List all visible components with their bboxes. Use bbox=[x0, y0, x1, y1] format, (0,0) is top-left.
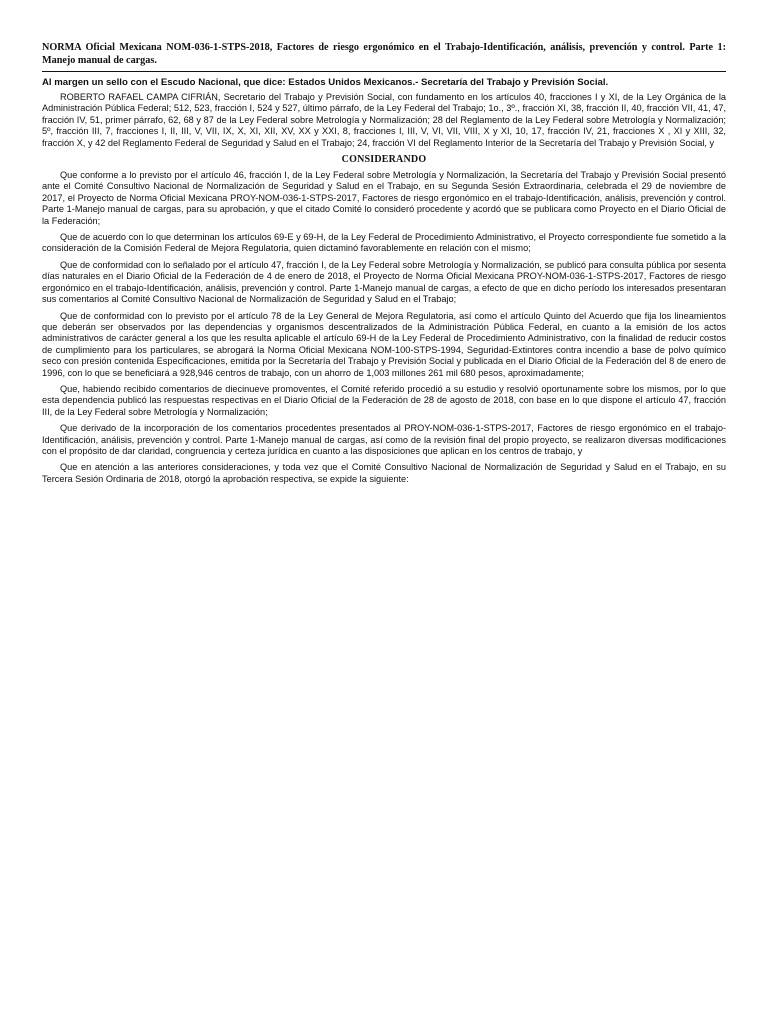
document-title: NORMA Oficial Mexicana NOM-036-1-STPS-2018, Factores de riesgo ergonómico en el Trabajo-Identificación, análisis, prevención y control. Parte 1: Manejo manual de cargas. bbox=[42, 42, 726, 66]
considerando-paragraph-5: Que, habiendo recibido comentarios de diecinueve promoventes, el Comité referido procedió a su estudio y resolvió oportunamente sobre los mismos, por lo que esta dependencia publicó las respuestas respectivas en el Diario Oficial de la Federación de 28 de agosto de 2018, con base en lo que dispone el artículo 47, fracción III, de la Ley Federal sobre Metrología y Normalización; bbox=[42, 383, 726, 417]
considerando-paragraph-7: Que en atención a las anteriores consideraciones, y toda vez que el Comité Consultivo Nacional de Normalización de Seguridad y Salud en el Trabajo, en su Tercera Sesión Ordinaria de 2018, otorgó la aprobación respectiva, se expide la siguiente: bbox=[42, 462, 726, 484]
title-divider bbox=[42, 71, 726, 72]
considerando-paragraph-1: Que conforme a lo previsto por el artículo 46, fracción I, de la Ley Federal sobre Metrología y Normalización, la Secretaría del Trabajo y Previsión Social presentó ante el Comité Consultivo Nacional de Normalización de Seguridad y Salud en el Trabajo, en su Segunda Sesión Extraordinaria, celebrada el 29 de noviembre de 2017, el Proyecto de Norma Oficial Mexicana PROY-NOM-036-1-STPS-2017, Factores de riesgo ergonómico en el trabajo-Identificación, análisis, prevención y control. Parte 1-Manejo manual de cargas, para su aprobación, y que el citado Comité lo consideró procedente y acordó que se publicara como Proyecto en el Diario Oficial de la Federación; bbox=[42, 170, 726, 226]
preamble-paragraph: ROBERTO RAFAEL CAMPA CIFRIÁN, Secretario del Trabajo y Previsión Social, con fundamento en los artículos 40, fracciones I y XI, de la Ley Orgánica de la Administración Pública Federal; 512, 523, fracción I, 524 y 527, último párrafo, de la Ley Federal del Trabajo; 1o., 3º., fracción XI, 38, fracción II, 40, fracción VII, 41, 47, fracción IV, 51, primer párrafo, 62, 68 y 87 de la Ley Federal sobre Metrología y Normalización; 28 del Reglamento de la Ley Federal sobre Metrología y Normalización; 5º, fracción III, 7, fracciones I, II, III, V, VII, IX, X, XI, XII, XV, XX y XXI, 8, fracciones I, III, V, VI, VII, VIII, X y XI, 10, 17, fracción IV, 21, fracciones X , XI y XIII, 32, fracción X, y 42 del Reglamento Federal de Seguridad y Salud en el Trabajo; 24, fracción VI del Reglamento Interior de la Secretaría del Trabajo y Previsión Social, y bbox=[42, 92, 726, 148]
considerando-paragraph-4: Que de conformidad con lo previsto por el artículo 78 de la Ley General de Mejora Regulatoria, así como el artículo Quinto del Acuerdo que fija los lineamientos que deberán ser observados por las dependencias y organismos descentralizados de la Administración Pública Federal, en cuanto a la emisión de los actos administrativos de carácter general a los que les resulta aplicable el artículo 69-H de la Ley Federal de Procedimiento Administrativo, con la finalidad de reducir costos de cumplimiento para los particulares, se abrogará la Norma Oficial Mexicana NOM-100-STPS-1994, Seguridad-Extintores contra incendio a base de polvo químico seco con presión contenida Especificaciones, emitida por la Secretaría del Trabajo y Previsión Social y publicada en el Diario Oficial de la Federación del 8 de enero de 1996, con lo que se beneficiará a 928,946 centros de trabajo, con un ahorro de 1,003 millones 261 mil 680 pesos, aproximadamente; bbox=[42, 310, 726, 378]
section-heading: CONSIDERANDO bbox=[341, 154, 427, 166]
considerando-paragraph-2: Que de acuerdo con lo que determinan los artículos 69-E y 69-H, de la Ley Federal de Procedimiento Administrativo, el Proyecto correspondiente fue sometido a la consideración de la Comisión Federal de Mejora Regulatoria, quien dictaminó favorablemente en relación con el mismo; bbox=[42, 232, 726, 254]
seal-line: Al margen un sello con el Escudo Nacional, que dice: Estados Unidos Mexicanos.- Secretaría del Trabajo y Previsión Social. bbox=[42, 77, 609, 88]
considerando-paragraph-6: Que derivado de la incorporación de los comentarios procedentes presentados al PROY-NOM-036-1-STPS-2017, Factores de riesgo ergonómico en el trabajo-Identificación, análisis, prevención y control. Parte 1-Manejo manual de cargas, así como de la revisión final del propio proyecto, se realizaron diversas modificaciones con el propósito de dar claridad, congruencia y certeza jurídica en cuanto a las disposiciones que aplican en los centros de trabajo, y bbox=[42, 423, 726, 456]
considerando-paragraph-3: Que de conformidad con lo señalado por el artículo 47, fracción I, de la Ley Federal sobre Metrología y Normalización, se publicó para consulta pública por sesenta días naturales en el Diario Oficial de la Federación de 4 de enero de 2018, el Proyecto de Norma Oficial Mexicana PROY-NOM-036-1-STPS-2017, Factores de riesgo ergonómico en el trabajo-Identificación, análisis, prevención y control. Parte 1-Manejo manual de cargas, a efecto de que en dicho período los interesados presentaran sus comentarios al Comité Consultivo Nacional de Normalización de Seguridad y Salud en el Trabajo; bbox=[42, 259, 726, 305]
